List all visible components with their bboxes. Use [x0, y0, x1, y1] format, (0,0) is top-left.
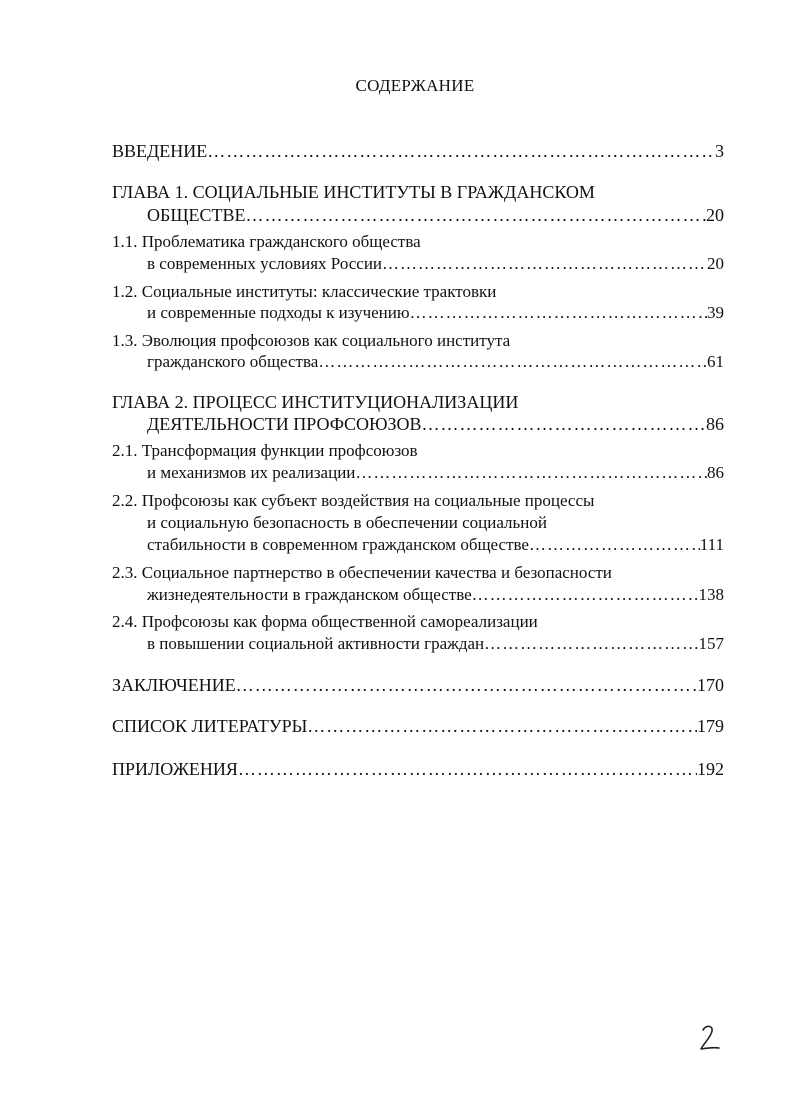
toc-leader-dots [307, 716, 697, 737]
toc-page-number: 157 [698, 634, 724, 653]
toc-leader-dots [238, 759, 697, 780]
toc-section-2-1 [147, 463, 724, 483]
toc-entry-text: стабильности в современном гражданском обществе [147, 535, 529, 554]
toc-entry-references [112, 716, 724, 737]
toc-leader-dots [207, 141, 715, 162]
toc-page-number: 39 [707, 303, 724, 322]
page-title: СОДЕРЖАНИЕ [355, 76, 475, 95]
toc-page-number: 20 [706, 205, 724, 225]
toc-section-2-3-line1: 2.3. Социальное партнерство в обеспечении качества и безопасности [112, 563, 612, 582]
toc-leader-dots [529, 535, 700, 555]
toc-entry-text: ЗАКЛЮЧЕНИЕ [112, 675, 236, 695]
toc-page-number: 179 [697, 716, 724, 736]
toc-section-2-2-line2: и социальную безопасность в обеспечении социальной [147, 513, 547, 532]
toc-entry-text: ВВЕДЕНИЕ [112, 141, 208, 161]
toc-section-1-2 [147, 303, 724, 323]
toc-entry-conclusion [112, 675, 724, 696]
toc-section-2-2-line1: 2.2. Профсоюзы как субъект воздействия на социальные процессы [112, 491, 595, 510]
toc-entry-text: гражданского общества [147, 352, 319, 371]
toc-entry-text: жизнедеятельности в гражданском обществе [147, 585, 472, 604]
toc-page-number: 86 [707, 463, 724, 482]
toc-leader-dots [422, 414, 707, 435]
toc-section-1-2-line1: 1.2. Социальные институты: классические трактовки [112, 282, 497, 301]
toc-entry-text: в повышении социальной активности граждан [147, 634, 485, 653]
toc-section-1-3 [147, 352, 724, 372]
toc-leader-dots [318, 352, 707, 372]
toc-section-2-4-line1: 2.4. Профсоюзы как форма общественной самореализации [112, 612, 538, 631]
handwritten-page-number [698, 1024, 722, 1052]
toc-entry-intro [112, 141, 724, 162]
toc-section-2-1-line1: 2.1. Трансформация функции профсоюзов [112, 441, 418, 460]
toc-leader-dots [472, 585, 699, 605]
toc-entry-text: ДЕЯТЕЛЬНОСТИ ПРОФСОЮЗОВ [147, 414, 422, 434]
toc-page-number: 111 [699, 535, 724, 554]
toc-entry-text: и современные подходы к изучению [147, 303, 410, 322]
toc-section-1-1-line1: 1.1. Проблематика гражданского общества [112, 232, 421, 251]
toc-leader-dots [484, 634, 698, 654]
toc-page-number: 3 [715, 141, 724, 161]
toc-leader-dots [355, 463, 707, 483]
toc-page-number: 86 [706, 414, 724, 434]
toc-entry-appendix [112, 759, 724, 780]
toc-page-number: 170 [697, 675, 724, 695]
toc-entry-text: ПРИЛОЖЕНИЯ [112, 759, 238, 779]
toc-entry-text: и механизмов их реализации [147, 463, 356, 482]
toc-section-2-2 [147, 535, 724, 555]
toc-page-number: 138 [698, 585, 724, 604]
toc-chapter-1 [147, 205, 724, 226]
toc-entry-text: СПИСОК ЛИТЕРАТУРЫ [112, 716, 308, 736]
toc-leader-dots [236, 675, 697, 696]
toc-page-number: 192 [697, 759, 724, 779]
toc-chapter-2 [147, 414, 724, 435]
toc-chapter-2-line1: ГЛАВА 2. ПРОЦЕСС ИНСТИТУЦИОНАЛИЗАЦИИ [112, 392, 519, 412]
toc-leader-dots [410, 303, 707, 323]
toc-section-1-1 [147, 254, 724, 274]
toc-page-number: 61 [707, 352, 724, 371]
toc-section-1-3-line1: 1.3. Эволюция профсоюзов как социального института [112, 331, 511, 350]
toc-page-number: 20 [707, 254, 724, 273]
toc-section-2-4 [147, 634, 724, 654]
toc-chapter-1-line1: ГЛАВА 1. СОЦИАЛЬНЫЕ ИНСТИТУТЫ В ГРАЖДАНСКОМ [112, 182, 595, 202]
toc-leader-dots [246, 205, 707, 226]
toc-leader-dots [382, 254, 707, 274]
toc-entry-text: ОБЩЕСТВЕ [147, 205, 246, 225]
toc-entry-text: в современных условиях России [147, 254, 383, 273]
toc-section-2-3 [147, 585, 724, 605]
